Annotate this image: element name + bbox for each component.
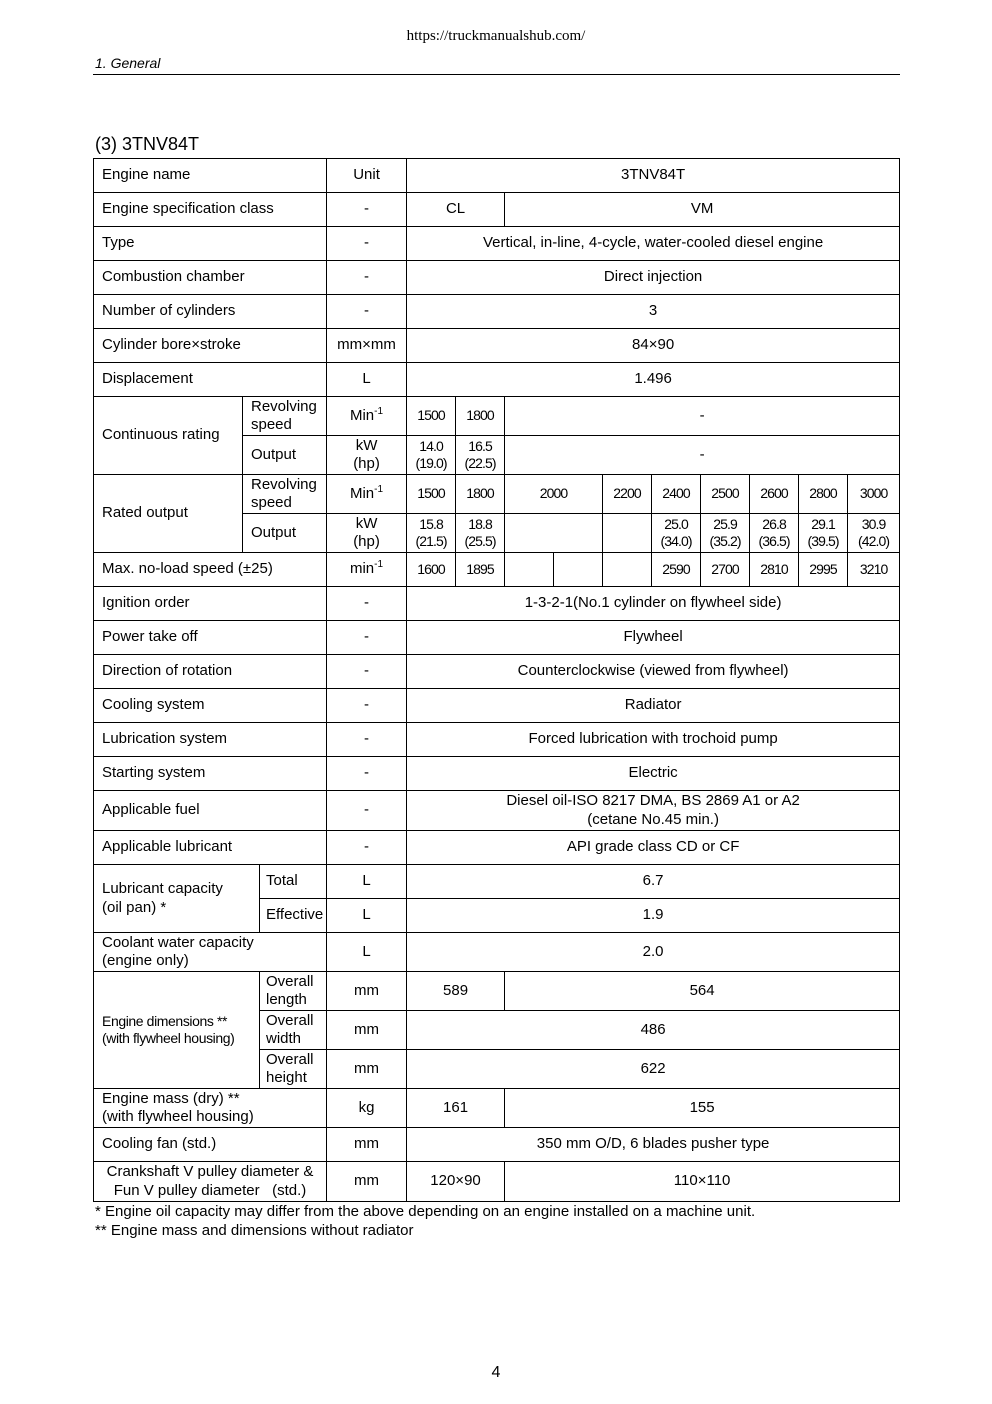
row-label: Applicable fuel <box>94 791 327 831</box>
page-number: 4 <box>491 1364 501 1381</box>
value-cell: 350 mm O/D, 6 blades pusher type <box>407 1128 900 1162</box>
value-cell: 1.9 <box>407 899 900 933</box>
unit-cell: - <box>327 587 407 621</box>
table-row <box>94 1128 900 1162</box>
row-label: Displacement <box>94 363 327 397</box>
value-cell: 486 <box>407 1011 900 1050</box>
sub-label: Overall width <box>260 1011 327 1050</box>
table-row <box>94 757 900 791</box>
row-label: Number of cylinders <box>94 295 327 329</box>
unit-cell: Min$^{-1}$ <box>327 397 407 436</box>
unit-cell: - <box>327 655 407 689</box>
cl-cell: 161 <box>407 1089 505 1128</box>
value-cell: 30.9 (42.0) <box>848 514 900 553</box>
engine-spec-table <box>93 158 900 1202</box>
unit-cell: kW (hp) <box>327 436 407 475</box>
value-cell: 25.0 (34.0) <box>652 514 701 553</box>
table-row <box>94 363 900 397</box>
unit-cell: Unit <box>327 159 407 193</box>
value-cell: Counterclockwise (viewed from flywheel) <box>407 655 900 689</box>
value-cell: 3TNV84T <box>407 159 900 193</box>
vm-cell: 155 <box>505 1089 900 1128</box>
table-row <box>94 227 900 261</box>
value-cell: 1-3-2-1(No.1 cylinder on flywheel side) <box>407 587 900 621</box>
unit-cell: - <box>327 261 407 295</box>
table-row <box>94 329 900 363</box>
value-cell: 2600 <box>750 475 799 514</box>
footnote-mass-dimensions: ** Engine mass and dimensions without radiator <box>95 1222 414 1239</box>
value-cell: 14.0 (19.0) <box>407 436 456 475</box>
row-label: Combustion chamber <box>94 261 327 295</box>
cl-cell: 589 <box>407 972 505 1011</box>
row-label: Coolant water capacity (engine only) <box>94 933 327 972</box>
value-cell <box>603 553 652 587</box>
value-cell: 1800 <box>456 475 505 514</box>
table-row <box>94 1162 900 1202</box>
value-cell <box>505 514 603 553</box>
value-cell: - <box>505 397 900 436</box>
vm-cell: 564 <box>505 972 900 1011</box>
unit-cell: - <box>327 227 407 261</box>
table-row <box>94 553 900 587</box>
value-cell: Forced lubrication with trochoid pump <box>407 723 900 757</box>
table-row <box>94 193 900 227</box>
value-cell: 6.7 <box>407 865 900 899</box>
table-row <box>94 933 900 972</box>
row-label: Applicable lubricant <box>94 831 327 865</box>
unit-cell: $\min^{-1}$ <box>327 553 407 587</box>
row-label: Direction of rotation <box>94 655 327 689</box>
footnotes <box>95 1202 755 1240</box>
value-cell: 25.9 (35.2) <box>701 514 750 553</box>
value-cell: 26.8 (36.5) <box>750 514 799 553</box>
group-label: Lubricant capacity (oil pan) * <box>94 865 260 933</box>
row-label: Engine mass (dry) ** (with flywheel housing) <box>94 1089 327 1128</box>
unit-cell: - <box>327 295 407 329</box>
value-cell: 29.1 (39.5) <box>799 514 848 553</box>
unit-cell: - <box>327 689 407 723</box>
row-label: Max. no-load speed (±25) <box>94 553 327 587</box>
unit-cell: - <box>327 791 407 831</box>
value-cell: Electric <box>407 757 900 791</box>
row-label: Power take off <box>94 621 327 655</box>
row-label: Engine specification class <box>94 193 327 227</box>
unit-cell: - <box>327 621 407 655</box>
unit-cell: mm×mm <box>327 329 407 363</box>
value-cell <box>505 553 554 587</box>
unit-cell: - <box>327 831 407 865</box>
table-row <box>94 621 900 655</box>
sub-label: Overall length <box>260 972 327 1011</box>
cl-cell: 120×90 <box>407 1162 505 1202</box>
value-cell: 2.0 <box>407 933 900 972</box>
value-cell: 1500 <box>407 397 456 436</box>
value-cell: Diesel oil-ISO 8217 DMA, BS 2869 A1 or A2 (cetane No.45 min.) <box>407 791 900 831</box>
value-cell: 2810 <box>750 553 799 587</box>
footnote-oil-capacity: * Engine oil capacity may differ from the above depending on an engine installed on a machine unit. <box>95 1203 756 1220</box>
group-label: Engine dimensions ** (with flywheel housing) <box>94 972 260 1089</box>
value-cell: Flywheel <box>407 621 900 655</box>
value-cell: 2200 <box>603 475 652 514</box>
table-row <box>94 295 900 329</box>
value-cell: 2700 <box>701 553 750 587</box>
table-row <box>94 972 900 1011</box>
value-cell: 1600 <box>407 553 456 587</box>
value-cell: 16.5 (22.5) <box>456 436 505 475</box>
table-title: (3) 3TNV84T <box>95 134 200 154</box>
table-row <box>94 1089 900 1128</box>
unit-cell: mm <box>327 1128 407 1162</box>
value-cell: 1500 <box>407 475 456 514</box>
sub-label: Revolving speed <box>243 397 327 436</box>
unit-cell: mm <box>327 1162 407 1202</box>
table-row <box>94 723 900 757</box>
value-cell: 1.496 <box>407 363 900 397</box>
value-cell: 3210 <box>848 553 900 587</box>
unit-cell: kW (hp) <box>327 514 407 553</box>
unit-cell: L <box>327 933 407 972</box>
sub-label: Overall height <box>260 1050 327 1089</box>
row-label: Cylinder bore×stroke <box>94 329 327 363</box>
group-label: Rated output <box>94 475 243 553</box>
value-cell: 84×90 <box>407 329 900 363</box>
value-cell: Direct injection <box>407 261 900 295</box>
table-row <box>94 689 900 723</box>
value-cell: 2590 <box>652 553 701 587</box>
value-cell: 2800 <box>799 475 848 514</box>
value-cell: 1800 <box>456 397 505 436</box>
header-divider <box>93 74 900 75</box>
cl-cell: CL <box>407 193 505 227</box>
sub-label: Output <box>243 514 327 553</box>
unit-cell: mm <box>327 1050 407 1089</box>
row-label: Type <box>94 227 327 261</box>
value-cell: Radiator <box>407 689 900 723</box>
sub-label: Effective <box>260 899 327 933</box>
unit-cell: mm <box>327 1011 407 1050</box>
value-cell: 2000 <box>505 475 603 514</box>
value-cell: 2500 <box>701 475 750 514</box>
row-label: Lubrication system <box>94 723 327 757</box>
table-row <box>94 791 900 831</box>
unit-cell: mm <box>327 972 407 1011</box>
table-row <box>94 397 900 436</box>
sub-label: Revolving speed <box>243 475 327 514</box>
section-title: 1. General <box>95 55 161 71</box>
row-label: Engine name <box>94 159 327 193</box>
table-row <box>94 475 900 514</box>
group-label: Continuous rating <box>94 397 243 475</box>
value-cell: 15.8 (21.5) <box>407 514 456 553</box>
source-url[interactable]: https://truckmanualshub.com/ <box>406 28 586 44</box>
value-cell: 2995 <box>799 553 848 587</box>
row-label: Crankshaft V pulley diameter & Fun V pulley diameter (std.) <box>94 1162 327 1202</box>
table-row <box>94 587 900 621</box>
table-row <box>94 831 900 865</box>
value-cell: API grade class CD or CF <box>407 831 900 865</box>
value-cell: 3000 <box>848 475 900 514</box>
table-row <box>94 261 900 295</box>
value-cell: - <box>505 436 900 475</box>
value-cell <box>603 514 652 553</box>
value-cell: 622 <box>407 1050 900 1089</box>
sub-label: Total <box>260 865 327 899</box>
row-label: Cooling system <box>94 689 327 723</box>
value-cell: 18.8 (25.5) <box>456 514 505 553</box>
unit-cell: L <box>327 899 407 933</box>
table-row <box>94 159 900 193</box>
value-cell: 1895 <box>456 553 505 587</box>
vm-cell: VM <box>505 193 900 227</box>
unit-cell: - <box>327 723 407 757</box>
unit-cell: L <box>327 865 407 899</box>
table-row <box>94 865 900 899</box>
unit-cell: kg <box>327 1089 407 1128</box>
sub-label: Output <box>243 436 327 475</box>
unit-cell: L <box>327 363 407 397</box>
row-label: Cooling fan (std.) <box>94 1128 327 1162</box>
unit-cell: - <box>327 757 407 791</box>
unit-cell: Min$^{-1}$ <box>327 475 407 514</box>
value-cell: 3 <box>407 295 900 329</box>
row-label: Ignition order <box>94 587 327 621</box>
unit-cell: - <box>327 193 407 227</box>
table-row <box>94 655 900 689</box>
vm-cell: 110×110 <box>505 1162 900 1202</box>
value-cell: 2400 <box>652 475 701 514</box>
row-label: Starting system <box>94 757 327 791</box>
value-cell: Vertical, in-line, 4-cycle, water-cooled diesel engine <box>407 227 900 261</box>
value-cell <box>554 553 603 587</box>
